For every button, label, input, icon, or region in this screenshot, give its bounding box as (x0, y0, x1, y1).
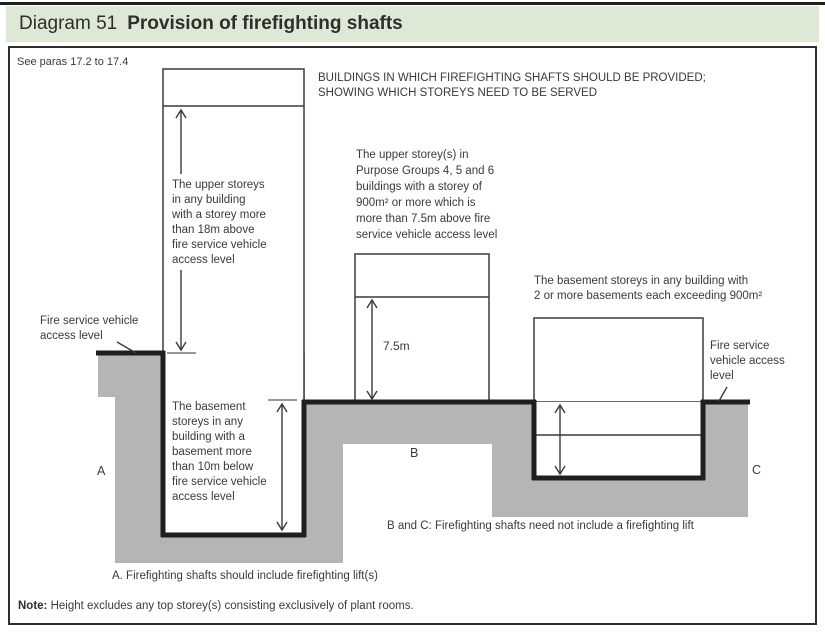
a-upper-line: The upper storeys (172, 179, 265, 191)
b-text-line: buildings with a storey of (356, 181, 482, 193)
c-access-line: level (710, 370, 734, 382)
heading-line-1: BUILDINGS IN WHICH FIREFIGHTING SHAFTS SHOULD BE PROVIDED; (318, 72, 706, 84)
a-upper-line: in any building (172, 194, 246, 206)
diagram-heading (318, 71, 706, 101)
diagram-title: Provision of firefighting shafts (127, 13, 403, 34)
a-basement-line: than 10m below (172, 461, 254, 473)
building-b-text (356, 147, 497, 243)
c-text-line: 2 or more basements each exceeding 900m² (534, 290, 763, 302)
building-a-basement-text (172, 400, 267, 505)
heading-line-2: SHOWING WHICH STOREYS NEED TO BE SERVED (318, 87, 598, 99)
a-upper-line: fire service vehicle (172, 239, 267, 251)
c-text-line: The basement storeys in any building with (534, 275, 749, 287)
left-access-line: access level (40, 330, 103, 342)
building-b-letter: B (410, 446, 419, 460)
c-access-pointer (719, 387, 727, 401)
a-basement-line: building with a (172, 431, 245, 443)
building-a-letter: A (97, 464, 106, 478)
see-paras-reference: See paras 17.2 to 17.4 (17, 56, 129, 68)
a-basement-line: basement more (172, 446, 252, 458)
a-basement-line: access level (172, 491, 235, 503)
note-body: Height excludes any top storey(s) consisting exclusively of plant rooms. (47, 600, 414, 612)
b-text-line: service vehicle access level (356, 229, 498, 241)
b-height-dimension: 7.5m (383, 339, 410, 353)
building-b-outline (355, 254, 489, 402)
a-basement-line: The basement (172, 401, 246, 413)
b-text-line: Purpose Groups 4, 5 and 6 (356, 165, 495, 177)
building-c-outline (534, 318, 703, 402)
caption-a: A. Firefighting shafts should include firefighting lift(s) (112, 570, 378, 582)
c-access-line: Fire service (710, 340, 770, 352)
a-upper-line: access level (172, 254, 235, 266)
left-access-line: Fire service vehicle (40, 315, 139, 327)
b-text-line: more than 7.5m above fire (356, 213, 491, 225)
a-basement-line: storeys in any (172, 416, 243, 428)
a-upper-line: with a storey more (172, 209, 266, 221)
a-upper-line: than 18m above (172, 224, 255, 236)
building-a-upper-text (172, 178, 267, 268)
c-access-line: vehicle access (710, 355, 785, 367)
building-c-basement-interior (536, 402, 701, 476)
caption-b-and-c: B and C: Firefighting shafts need not include a firefighting lift (387, 520, 694, 532)
a-basement-line: fire service vehicle (172, 476, 267, 488)
b-text-line: The upper storey(s) in (356, 149, 469, 161)
note-text (18, 599, 414, 614)
c-access-level-label (710, 339, 785, 384)
note-label: Note: (18, 600, 48, 612)
left-access-level-label (40, 314, 138, 344)
building-c-text (534, 274, 762, 304)
building-c-letter: C (752, 463, 762, 477)
b-text-line: 900m² or more which is (356, 197, 476, 209)
diagram-number: Diagram 51 (19, 13, 118, 34)
